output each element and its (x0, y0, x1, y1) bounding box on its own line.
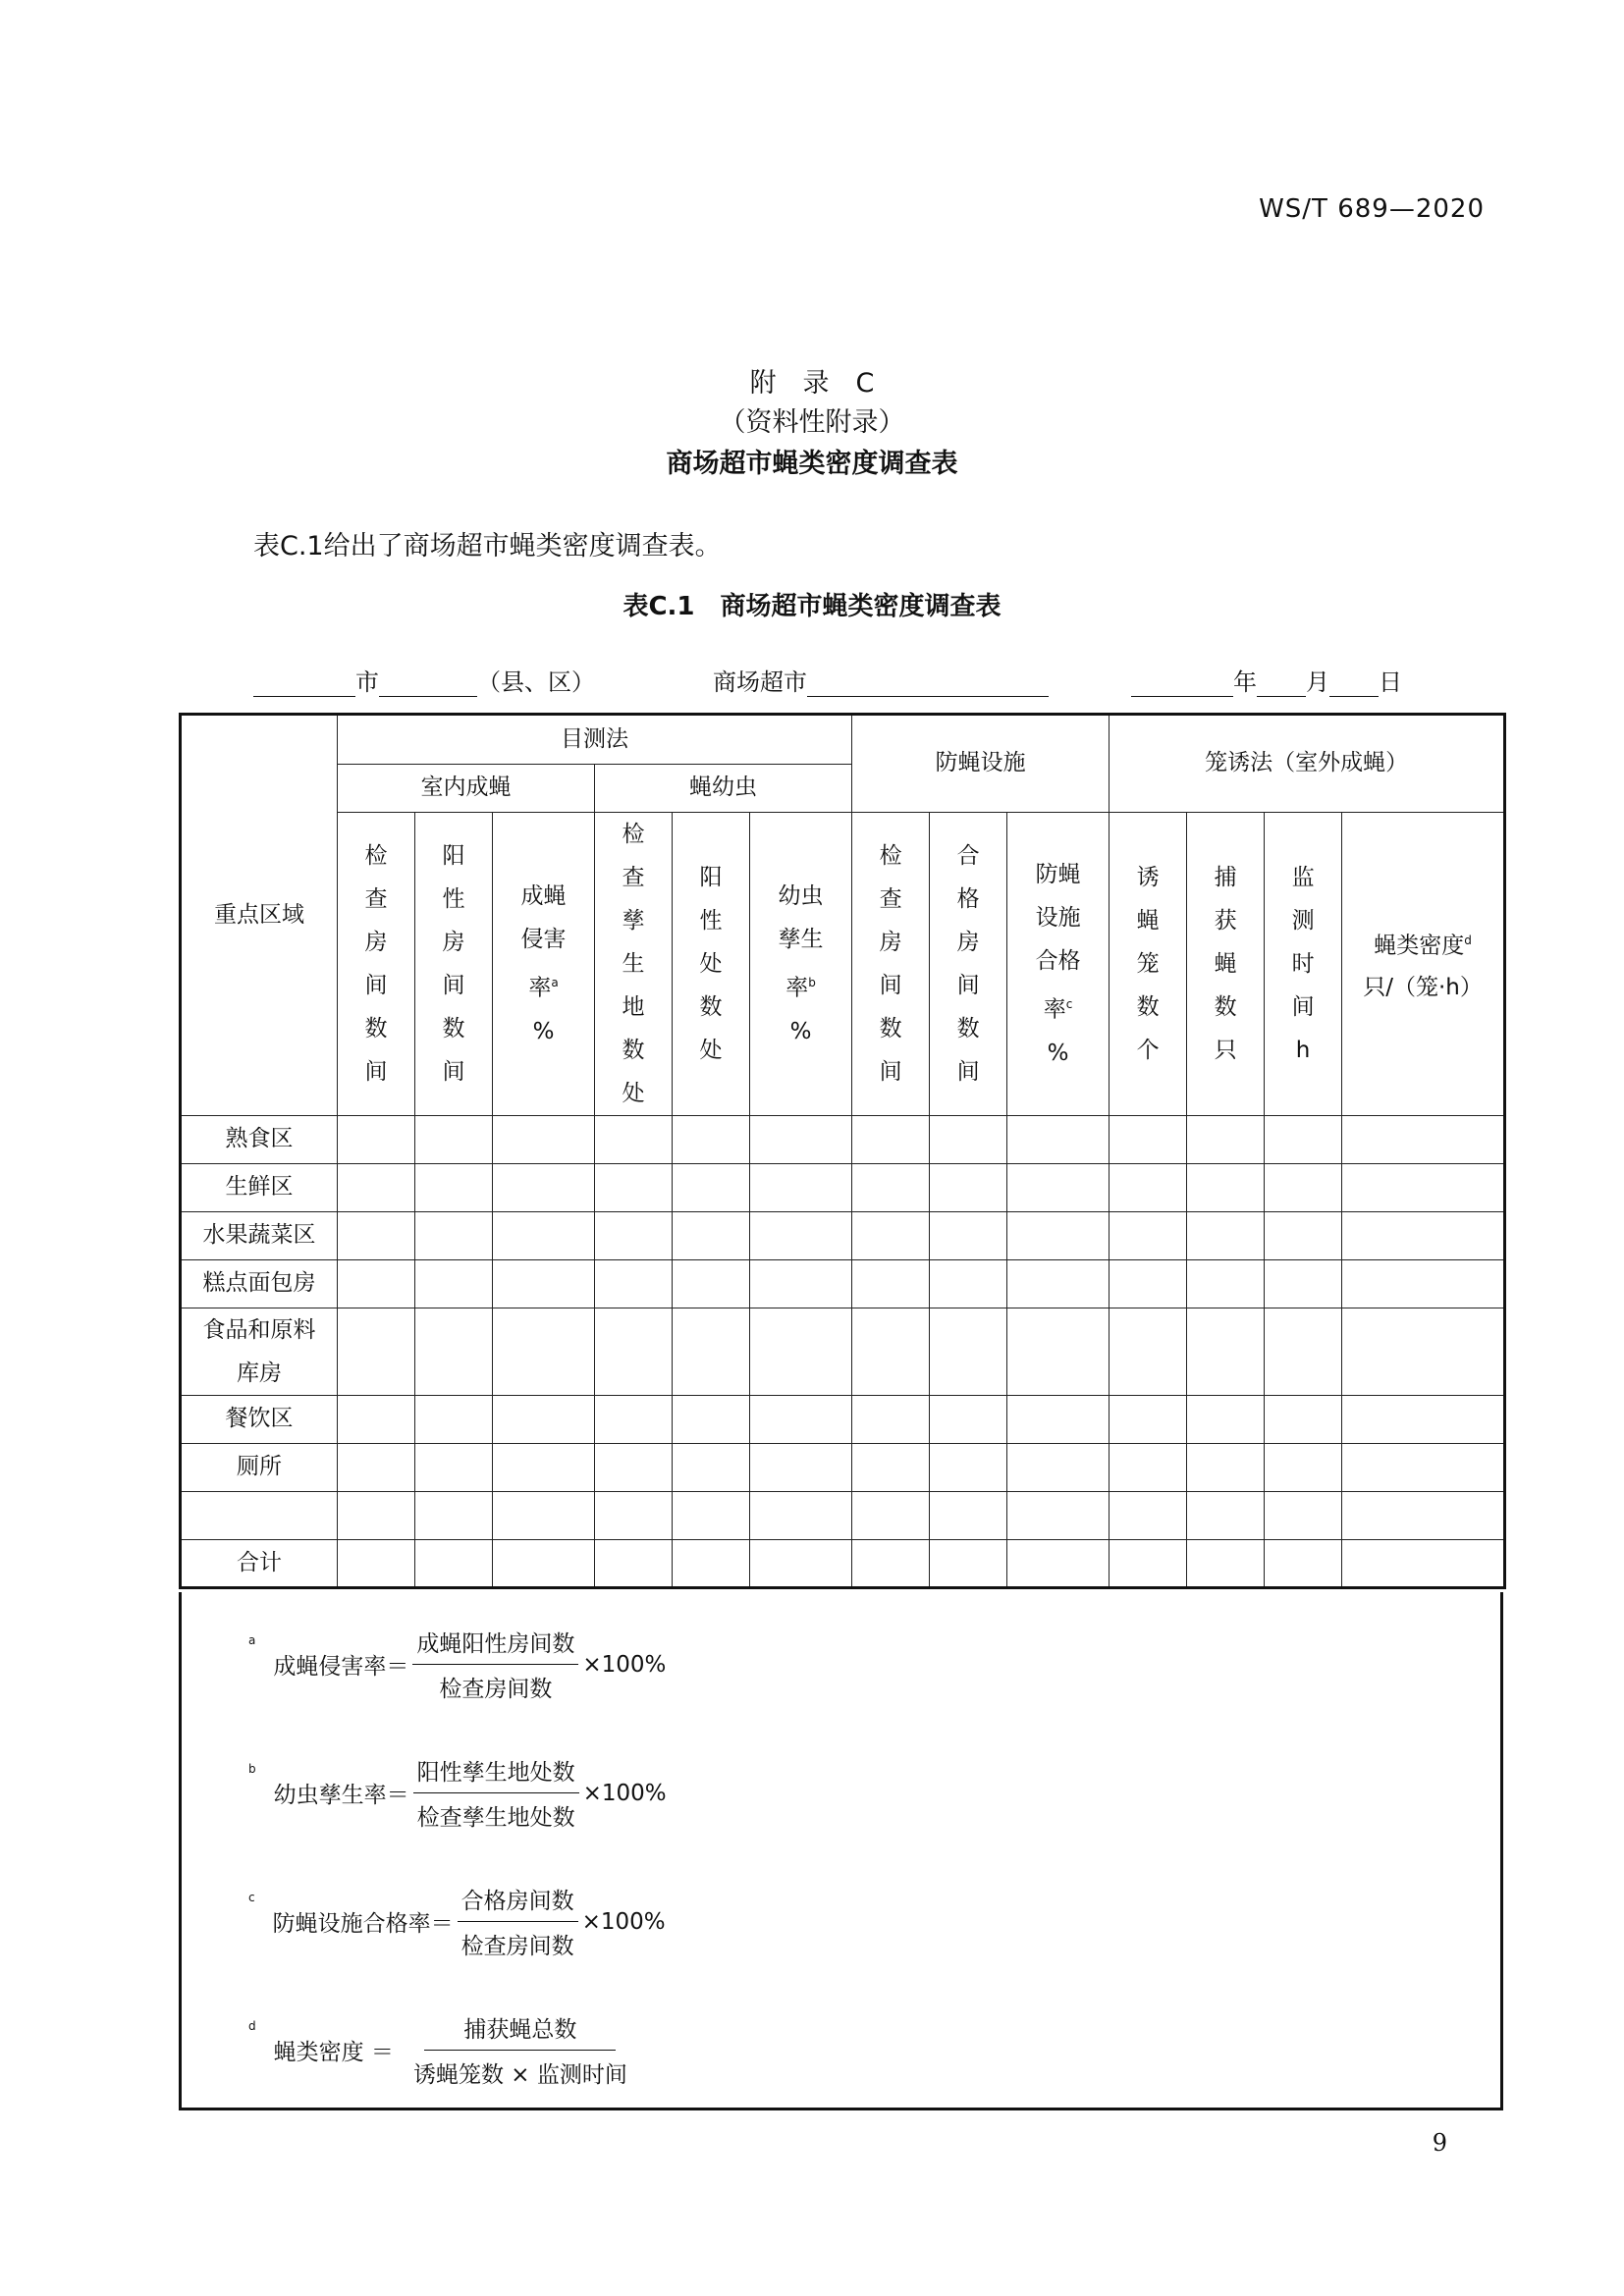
cell[interactable] (595, 1308, 673, 1396)
cell[interactable] (338, 1308, 415, 1396)
appendix-label: 附 录 C (749, 368, 875, 399)
cell[interactable] (1007, 1116, 1110, 1164)
cell[interactable] (1110, 1444, 1187, 1492)
cell[interactable] (673, 1308, 750, 1396)
col-qualified-rooms: 合 格 房 间 数 间 (930, 813, 1007, 1116)
cell[interactable] (750, 1444, 852, 1492)
table-row (181, 1116, 1505, 1164)
document-code: WS/T 689—2020 (1259, 194, 1485, 224)
blank-city[interactable] (253, 670, 355, 697)
col-positive-rooms: 阳 性 房 间 数 间 (415, 813, 493, 1116)
label-mall: 商场超市 (713, 668, 807, 696)
table-row (181, 1308, 1505, 1396)
col-fly-proof-rate: 防蝇 设施 合格 率$^c$ % (1007, 813, 1110, 1116)
note-a-formula: a 成蝇侵害率＝ $\frac{\text{成蝇阳性房间数}}{\text{检查房间数}}$ ×100% (248, 1626, 666, 1703)
blank-county[interactable] (379, 670, 477, 697)
cell[interactable] (1265, 1444, 1342, 1492)
row-label: 食品和原料 库房 (181, 1308, 338, 1396)
label-year: 年 (1233, 668, 1257, 696)
col-positive-sites: 阳 性 处 数 处 (673, 813, 750, 1116)
header-key-area: 重点区域 (181, 715, 338, 1116)
cell[interactable] (930, 1492, 1007, 1540)
cell[interactable] (1110, 1492, 1187, 1540)
cell[interactable] (595, 1396, 673, 1444)
table-notes (179, 1592, 1503, 2110)
cell[interactable] (1342, 1260, 1505, 1308)
cell[interactable] (673, 1212, 750, 1260)
table-row (181, 1164, 1505, 1212)
cell[interactable] (1187, 1492, 1265, 1540)
cell[interactable] (1342, 1212, 1505, 1260)
label-city: 市 (355, 668, 379, 696)
cell[interactable] (1342, 1164, 1505, 1212)
row-label: 合计 (181, 1540, 338, 1588)
cell[interactable] (930, 1116, 1007, 1164)
cell[interactable] (1007, 1260, 1110, 1308)
cell[interactable] (338, 1164, 415, 1212)
cell[interactable] (595, 1492, 673, 1540)
row-label[interactable] (181, 1492, 338, 1540)
appendix-title: 商场超市蝇类密度调查表 (666, 449, 958, 479)
col-inspected-rooms: 检 查 房 间 数 间 (338, 813, 415, 1116)
cell[interactable] (1110, 1116, 1187, 1164)
cell[interactable] (1187, 1540, 1265, 1588)
cell[interactable] (493, 1260, 595, 1308)
cell[interactable] (1007, 1444, 1110, 1492)
cell[interactable] (338, 1396, 415, 1444)
cell[interactable] (415, 1164, 493, 1212)
cell[interactable] (493, 1164, 595, 1212)
cell[interactable] (852, 1260, 930, 1308)
survey-table (179, 713, 1503, 1589)
cell[interactable] (595, 1260, 673, 1308)
table-row (181, 1492, 1505, 1540)
cell[interactable] (1187, 1212, 1265, 1260)
cell[interactable] (415, 1260, 493, 1308)
col-trap-cages: 诱 蝇 笼 数 个 (1110, 813, 1187, 1116)
cell[interactable] (595, 1164, 673, 1212)
cell[interactable] (415, 1444, 493, 1492)
col-fly-density: 蝇类密度$^d$ 只/（笼·h） (1342, 813, 1505, 1116)
cell[interactable] (1187, 1164, 1265, 1212)
cell[interactable] (493, 1396, 595, 1444)
cell[interactable] (493, 1444, 595, 1492)
table-row (181, 1396, 1505, 1444)
cell[interactable] (415, 1540, 493, 1588)
cell[interactable] (1342, 1540, 1505, 1588)
col-inspected-rooms-2: 检 查 房 间 数 间 (852, 813, 930, 1116)
col-larvae-breeding-rate: 幼虫 孳生 率$^b$ % (750, 813, 852, 1116)
note-d-formula: d 蝇类密度 ＝ $\frac{\text{捕获蝇总数}}{\text{诱蝇笼数 × 监测时间}}$ (248, 2011, 635, 2089)
cell[interactable] (930, 1164, 1007, 1212)
table-row (181, 1444, 1505, 1492)
col-captured-flies: 捕 获 蝇 数 只 (1187, 813, 1265, 1116)
cell[interactable] (1342, 1396, 1505, 1444)
cell[interactable] (673, 1116, 750, 1164)
cell[interactable] (852, 1116, 930, 1164)
cell[interactable] (1007, 1308, 1110, 1396)
cell[interactable] (1342, 1492, 1505, 1540)
col-inspected-breeding-sites: 检 查 孳 生 地 数 处 (595, 813, 673, 1116)
cell[interactable] (1110, 1396, 1187, 1444)
cell[interactable] (750, 1492, 852, 1540)
cell[interactable] (750, 1540, 852, 1588)
label-month: 月 (1306, 668, 1329, 696)
cell[interactable] (673, 1164, 750, 1212)
cell[interactable] (415, 1308, 493, 1396)
header-cage-method: 笼诱法（室外成蝇） (1110, 715, 1505, 813)
cell[interactable] (415, 1492, 493, 1540)
row-label: 生鲜区 (181, 1164, 338, 1212)
cell[interactable] (595, 1212, 673, 1260)
row-label: 水果蔬菜区 (181, 1212, 338, 1260)
cell[interactable] (415, 1396, 493, 1444)
cell[interactable] (930, 1396, 1007, 1444)
cell[interactable] (930, 1308, 1007, 1396)
blank-day[interactable] (1329, 670, 1379, 697)
row-label: 餐饮区 (181, 1396, 338, 1444)
cell[interactable] (1342, 1444, 1505, 1492)
cell[interactable] (852, 1444, 930, 1492)
cell[interactable] (750, 1396, 852, 1444)
cell[interactable] (750, 1116, 852, 1164)
cell[interactable] (493, 1492, 595, 1540)
cell[interactable] (493, 1212, 595, 1260)
row-label: 厕所 (181, 1444, 338, 1492)
cell[interactable] (1265, 1116, 1342, 1164)
cell[interactable] (1007, 1164, 1110, 1212)
page-number: 9 (1432, 2129, 1447, 2157)
label-day: 日 (1379, 668, 1402, 696)
table-row (181, 1212, 1505, 1260)
cell[interactable] (852, 1308, 930, 1396)
cell[interactable] (673, 1260, 750, 1308)
header-larvae: 蝇幼虫 (595, 765, 852, 813)
cell[interactable] (1265, 1212, 1342, 1260)
row-label: 糕点面包房 (181, 1260, 338, 1308)
blank-month[interactable] (1257, 670, 1306, 697)
cell[interactable] (1007, 1540, 1110, 1588)
cell[interactable] (1110, 1260, 1187, 1308)
col-adult-infestation-rate: 成蝇 侵害 率$^a$ % (493, 813, 595, 1116)
intro-paragraph: 表C.1给出了商场超市蝇类密度调查表。 (253, 531, 722, 561)
cell[interactable] (1265, 1540, 1342, 1588)
cell[interactable] (595, 1444, 673, 1492)
cell[interactable] (750, 1212, 852, 1260)
cell[interactable] (852, 1164, 930, 1212)
cell[interactable] (930, 1212, 1007, 1260)
cell[interactable] (1342, 1116, 1505, 1164)
blank-mall[interactable] (807, 670, 1049, 697)
cell[interactable] (1265, 1308, 1342, 1396)
cell[interactable] (338, 1212, 415, 1260)
cell[interactable] (750, 1164, 852, 1212)
col-monitor-time: 监 测 时 间 h (1265, 813, 1342, 1116)
cell[interactable] (1342, 1308, 1505, 1396)
cell[interactable] (595, 1540, 673, 1588)
cell[interactable] (595, 1116, 673, 1164)
cell[interactable] (1007, 1212, 1110, 1260)
cell[interactable] (493, 1116, 595, 1164)
cell[interactable] (930, 1540, 1007, 1588)
cell[interactable] (673, 1540, 750, 1588)
cell[interactable] (673, 1396, 750, 1444)
cell[interactable] (1007, 1492, 1110, 1540)
cell[interactable] (1265, 1492, 1342, 1540)
cell[interactable] (338, 1260, 415, 1308)
appendix-type: （资料性附录） (719, 407, 905, 438)
cell[interactable] (750, 1260, 852, 1308)
cell[interactable] (852, 1492, 930, 1540)
cell[interactable] (1265, 1396, 1342, 1444)
cell[interactable] (1110, 1540, 1187, 1588)
cell[interactable] (1187, 1260, 1265, 1308)
cell[interactable] (1110, 1212, 1187, 1260)
cell[interactable] (338, 1116, 415, 1164)
cell[interactable] (852, 1396, 930, 1444)
blank-year[interactable] (1131, 670, 1233, 697)
table-row-total (181, 1540, 1505, 1588)
cell[interactable] (673, 1492, 750, 1540)
cell[interactable] (1007, 1396, 1110, 1444)
cell[interactable] (1187, 1308, 1265, 1396)
cell[interactable] (338, 1540, 415, 1588)
note-c-formula: c 防蝇设施合格率＝ $\frac{\text{合格房间数}}{\text{检查房间数}}$ ×100% (248, 1883, 666, 1960)
cell[interactable] (750, 1308, 852, 1396)
cell[interactable] (1187, 1116, 1265, 1164)
cell[interactable] (930, 1260, 1007, 1308)
label-county: （县、区） (477, 668, 595, 696)
cell[interactable] (415, 1212, 493, 1260)
header-fly-proof: 防蝇设施 (852, 715, 1110, 813)
table-row (181, 1260, 1505, 1308)
cell[interactable] (673, 1444, 750, 1492)
cell[interactable] (493, 1540, 595, 1588)
note-b-formula: b 幼虫孳生率＝ $\frac{\text{阳性孳生地处数}}{\text{检查孳生地处数}}$ ×100% (248, 1754, 667, 1832)
cell[interactable] (852, 1212, 930, 1260)
cell[interactable] (1187, 1396, 1265, 1444)
cell[interactable] (1265, 1164, 1342, 1212)
table-caption: 表C.1 商场超市蝇类密度调查表 (623, 592, 1001, 621)
cell[interactable] (338, 1444, 415, 1492)
cell[interactable] (852, 1540, 930, 1588)
header-visual-method: 目测法 (338, 715, 852, 765)
cell[interactable] (415, 1116, 493, 1164)
cell[interactable] (1110, 1308, 1187, 1396)
fill-in-line (253, 663, 1402, 697)
header-indoor-adult: 室内成蝇 (338, 765, 595, 813)
cell[interactable] (493, 1308, 595, 1396)
cell[interactable] (1265, 1260, 1342, 1308)
cell[interactable] (930, 1444, 1007, 1492)
row-label: 熟食区 (181, 1116, 338, 1164)
cell[interactable] (1187, 1444, 1265, 1492)
cell[interactable] (338, 1492, 415, 1540)
cell[interactable] (1110, 1164, 1187, 1212)
